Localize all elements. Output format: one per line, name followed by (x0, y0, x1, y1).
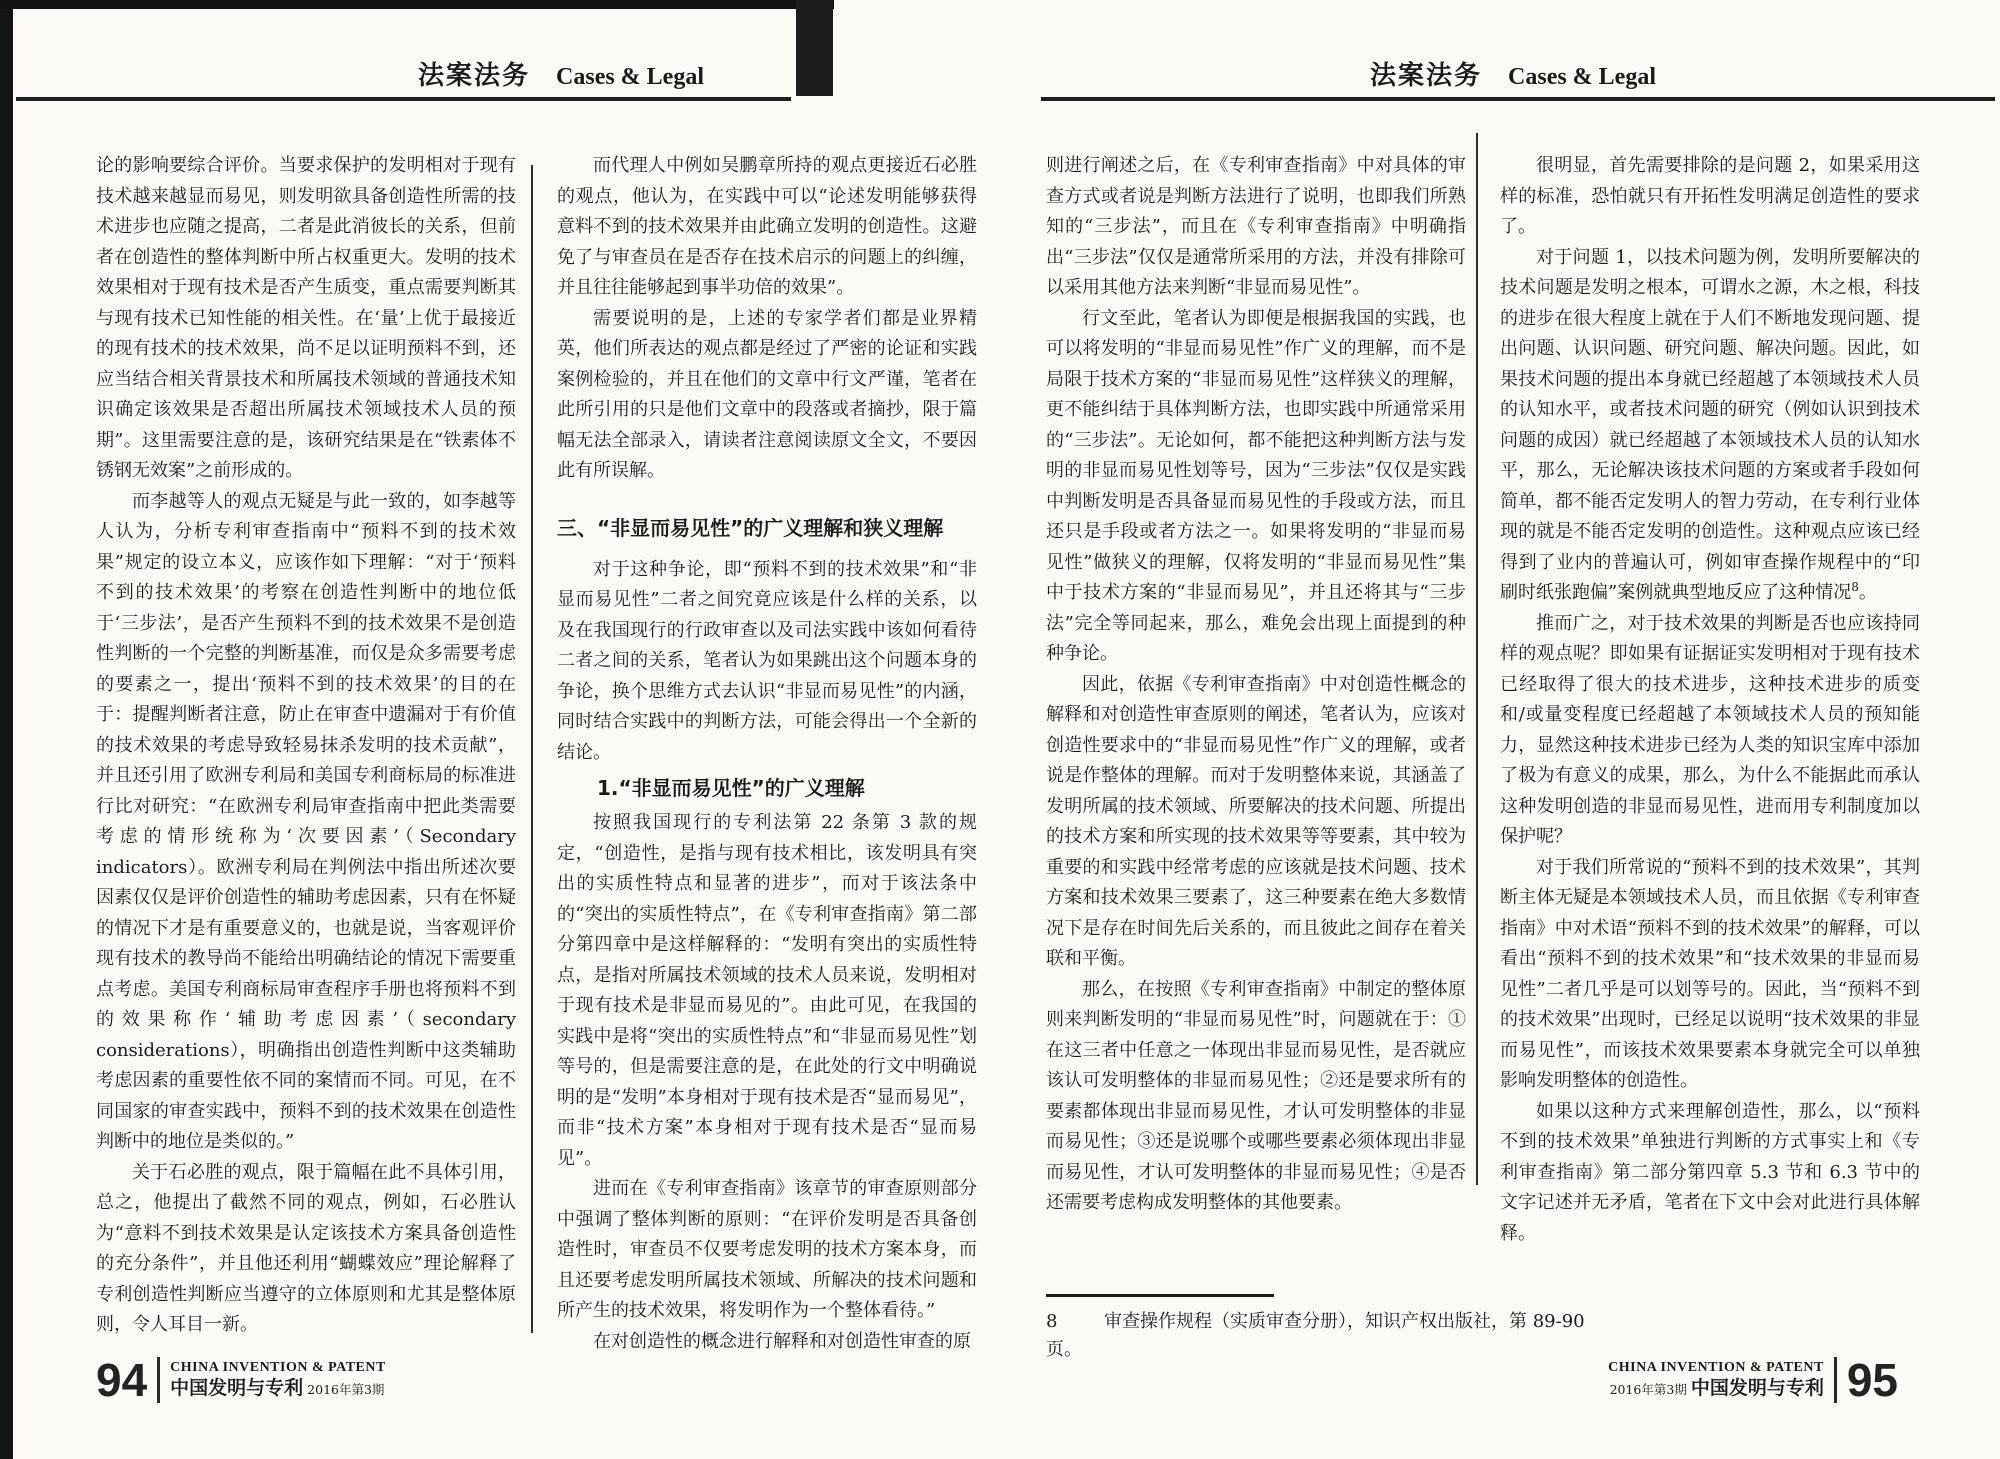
journal-info (170, 1359, 386, 1400)
right-page-column-divider (1476, 133, 1478, 1185)
scan-gutter-shadow (796, 0, 833, 96)
left-page-column-2 (557, 151, 977, 1357)
footnote (1046, 1308, 1586, 1364)
journal-info (1608, 1359, 1824, 1400)
paragraph: 推而广之，对于技术效果的判断是否也应该持同样的观点呢？即如果有证据证实发明相对于现有技术已经取得了很大的技术进步，这种技术进步的质变和/或量变程度已经超越了本领域技术人员的预知能力，显然这种技术进步已经为人类的知识宝库中添加了极为有意义的成果，那么，为什么不能据此而承认这种发明创造的非显而易见性，进而用专利制度加以保护呢？ (1500, 612, 1920, 847)
right-page-footer (1608, 1356, 1898, 1404)
paragraph: 如果以这种方式来理解创造性，那么，以“预料不到的技术效果”单独进行判断的方式事实上和《专利审查指南》第二部分第四章 5.3 节和 6.3 节中的文字记述并无矛盾，笔者在下文中会对此进行具体解释。 (1500, 1100, 1920, 1244)
left-page-header (418, 55, 704, 92)
paragraph: 关于石必胜的观点，限于篇幅在此不具体引用，总之，他提出了截然不同的观点，例如，石必胜认为“意料不到技术效果是认定该技术方案具备创造性的充分条件”，并且他还利用“蝴蝶效应”理论解释了专利创造性判断应当遵守的立体原则和尤其是整体原则，令人耳目一新。 (96, 1161, 516, 1335)
scan-edge-top (0, 0, 834, 9)
journal-name-cn: 中国发明与专利 (170, 1376, 304, 1399)
paragraph-text: 。 (1858, 582, 1877, 603)
section-title-en: Cases & Legal (556, 64, 704, 90)
paragraph: 而李越等人的观点无疑是与此一致的，如李越等人认为，分析专利审查指南中“预料不到的技术效果”规定的设立本义，应该作如下理解：“对于‘预料不到的技术效果’的考察在创造性判断中的地位低于‘三步法’，是否产生预料不到的技术效果不是创造性判断的一个完整的判断基准，而仅是众多需要考虑的要素之一，提出‘预料不到的技术效果’的目的在于：提醒判断者注意，防止在审查中遗漏对于有价值的技术效果的考虑导致轻易抹杀发明的技术贡献”，并且还引用了欧洲专利局和美国专利商标局的标准进行比对研究：“在欧洲专利局审查指南中把此类需要考虑的情形统称为‘次要因素’（Secondary indicators）。欧洲专利局在判例法中指出所述次要因素仅仅是评价创造性的辅助考虑因素，只有在怀疑的情况下才是有重要意义的，也就是说，当客观评价现有技术的教导尚不能给出明确结论的情况下需要重点考虑。美国专利商标局审查程序手册也将预料不到的效果称作‘辅助考虑因素’（secondary considerations），明确指出创造性判断中这类辅助考虑因素的重要性依不同的案情而不同。可见，在不同国家的审查实践中，预料不到的技术效果在创造性判断中的地位是类似的。” (96, 490, 516, 1152)
paragraph: 而代理人中例如吴鹏章所持的观点更接近石必胜的观点，他认为，在实践中可以“论述发明能够获得意料不到的技术效果并由此确立发明的创造性。这避免了与审查员在是否存在技术启示的问题上的纠缠，并且往往能够起到事半功倍的效果”。 (557, 155, 977, 298)
footnote-reference: 8 (1851, 580, 1859, 594)
scan-edge-left (0, 0, 13, 1459)
right-page-header (1370, 55, 1656, 92)
section-title-cn: 法案法务 (418, 61, 531, 91)
paragraph: 对于这种争论，即“预料不到的技术效果”和“非显而易见性”二者之间究竟应该是什么样的关系，以及在我国现行的行政审查以及司法实践中该如何看待二者之间的关系，笔者认为如果跳出这个问题本身的争论，换个思维方式去认识“非显而易见性”的内涵，同时结合实践中的判断方法，可能会得出一个全新的结论。 (557, 558, 977, 763)
paragraph: 按照我国现行的专利法第 22 条第 3 款的规定，“创造性，是指与现有技术相比，该发明具有突出的实质性特点和显著的进步”，而对于该法条中的“突出的实质性特点”，在《专利审查指南》第二部分第四章中是这样解释的：“发明有突出的实质性特点，是指对所属技术领域的技术人员来说，发明相对于现有技术是非显而易见的”。由此可见，在我国的实践中是将“突出的实质性特点”和“非显而易见性”划等号的，但是需要注意的是，在此处的行文中明确说明的是“发明”本身相对于现有技术是否“显而易见”，而非“技术方案”本身相对于现有技术是否“显而易见”。 (557, 812, 977, 1169)
subsection-heading: 1.“非显而易见性”的广义理解 (597, 776, 865, 800)
footnote-number: 8 (1046, 1311, 1058, 1332)
right-page-column-1 (1046, 151, 1466, 1219)
paragraph (1500, 243, 1920, 609)
paragraph: 进而在《专利审查指南》该章节的审查原则部分中强调了整体判断的原则：“在评价发明是否具备创造性时，审查员不仅要考虑发明的技术方案本身，而且还要考虑发明所属技术领域、所解决的技术问题和所产生的技术效果，将发明作为一个整体看待。” (557, 1178, 977, 1321)
footer-divider-bar (1834, 1357, 1837, 1403)
paragraph: 论的影响要综合评价。当要求保护的发明相对于现有技术越来越显而易见，则发明欲具备创造性所需的技术进步也应随之提高，二者是此消彼长的关系，但前者在创造性的整体判断中所占权重更大。发明的技术效果相对于现有技术是否产生质变，重点需要判断其与现有技术已知性能的相关性。在‘量’上优于最接近的现有技术的技术效果，尚不足以证明预料不到，还应当结合相关背景技术和所属技术领域的普通技术知识确定该效果是否超出所属技术领域技术人员的预期”。这里需要注意的是，该研究结果是在“铁素体不锈钢无效案”之前形成的。 (96, 155, 516, 481)
left-page-footer (96, 1356, 386, 1404)
page-number: 94 (96, 1354, 148, 1406)
section-title-en: Cases & Legal (1508, 64, 1656, 90)
left-page-column-1 (96, 151, 516, 1341)
footer-divider-bar (157, 1357, 160, 1403)
journal-name-en: CHINA INVENTION & PATENT (1608, 1360, 1824, 1376)
paragraph: 需要说明的是，上述的专家学者们都是业界精英，他们所表达的观点都是经过了严密的论证和实践案例检验的，并且在他们的文章中行文严谨，笔者在此所引用的只是他们文章中的段落或者摘抄，限于篇幅无法全部录入，请读者注意阅读原文全文，不要因此有所误解。 (557, 307, 977, 481)
paragraph: 对于我们所常说的“预料不到的技术效果”，其判断主体无疑是本领域技术人员，而且依据《专利审查指南》中对术语“预料不到的技术效果”的解释，可以看出“预料不到的技术效果”和“技术效果的非显而易见性”二者几乎是可以划等号的。因此，当“预料不到的技术效果”出现时，已经足以说明“技术效果的非显而易见性”，而该技术效果要素本身就完全可以单独影响发明整体的创造性。 (1500, 856, 1920, 1091)
left-page-column-divider (531, 165, 533, 1333)
paragraph: 则进行阐述之后，在《专利审查指南》中对具体的审查方式或者说是判断方法进行了说明，也即我们所熟知的“三步法”，而且在《专利审查指南》中明确指出“三步法”仅仅是通常所采用的方法，并没有排除可以采用其他方法来判断“非显而易见性”。 (1046, 155, 1466, 298)
paragraph: 在对创造性的概念进行解释和对创造性审查的原 (593, 1330, 971, 1352)
right-header-rule (1041, 97, 1995, 101)
paragraph: 很明显，首先需要排除的是问题 2，如果采用这样的标准，恐怕就只有开拓性发明满足创造性的要求了。 (1500, 155, 1920, 237)
paragraph-text: 对于问题 1，以技术问题为例，发明所要解决的技术问题是发明之根本，可谓水之源，木之根，科技的进步在很大程度上就在于人们不断地发现问题、提出问题、认识问题、研究问题、解决问题。因此，如果技术问题的提出本身就已经超越了本领域技术人员的认知水平，或者技术问题的研究（例如认识到技术问题的成因）就已经超越了本领域技术人员的认知水平，那么，无论解决该技术问题的方案或者手段如何简单，都不能否定发明人的智力劳动，在专利行业体现的就是不能否定发明的创造性。这种观点应该已经得到了业内的普遍认可，例如审查操作规程中的“印刷时纸张跑偏”案例就典型地反应了这种情况 (1500, 246, 1920, 603)
paragraph: 行文至此，笔者认为即便是根据我国的实践，也可以将发明的“非显而易见性”作广义的理解，而不是局限于技术方案的“非显而易见性”这样狭义的理解，更不能纠结于具体判断方法，也即实践中所通常采用的“三步法”。无论如何，都不能把这种判断方法与发明的非显而易见性划等号，因为“三步法”仅仅是实践中判断发明是否具备显而易见性的手段或方法，而且还只是手段或者方法之一。如果将发明的“非显而易见性”做狭义的理解，仅将发明的“非显而易见性”集中于技术方案的“非显而易见”，并且还将其与“三步法”完全等同起来，那么，难免会出现上面提到的种种争论。 (1046, 307, 1466, 664)
right-page-column-2 (1500, 151, 1920, 1249)
paragraph: 那么，在按照《专利审查指南》中制定的整体原则来判断发明的“非显而易见性”时，问题就在于：①在这三者中任意之一体现出非显而易见性，是否就应该认可发明整体的非显而易见性；②还是要求所有的要素都体现出非显而易见性，才认可发明整体的非显而易见性；③还是说哪个或哪些要素必须体现出非显而易见性，才认可发明整体的非显而易见性；④是否还需要考虑构成发明整体的其他要素。 (1046, 978, 1466, 1213)
footnote-text: 审查操作规程（实质审查分册），知识产权出版社，第 89-90 页。 (1046, 1311, 1585, 1360)
journal-name-cn: 中国发明与专利 (1690, 1376, 1824, 1399)
issue-label: 2016年第3期 (1609, 1381, 1687, 1397)
footnote-separator (1046, 1294, 1274, 1297)
journal-name-en: CHINA INVENTION & PATENT (170, 1360, 386, 1376)
paragraph: 因此，依据《专利审查指南》中对创造性概念的解释和对创造性审查原则的阐述，笔者认为，应该对创造性要求中的“非显而易见性”作广义的理解，或者说是作整体的理解。而对于发明整体来说，其涵盖了发明所属的技术领域、所要解决的技术问题、所提出的技术方案和所实现的技术效果等等要素，其中较为重要的和实践中经常考虑的应该就是技术问题、技术方案和技术效果三要素了，这三种要素在绝大多数情况下是存在时间先后关系的，而且彼此之间存在着关联和平衡。 (1046, 673, 1466, 969)
section-heading: 三、“非显而易见性”的广义理解和狭义理解 (557, 515, 944, 540)
left-header-rule (16, 97, 791, 101)
page-number: 95 (1846, 1354, 1898, 1406)
section-title-cn: 法案法务 (1370, 61, 1483, 91)
issue-label: 2016年第3期 (307, 1381, 385, 1397)
